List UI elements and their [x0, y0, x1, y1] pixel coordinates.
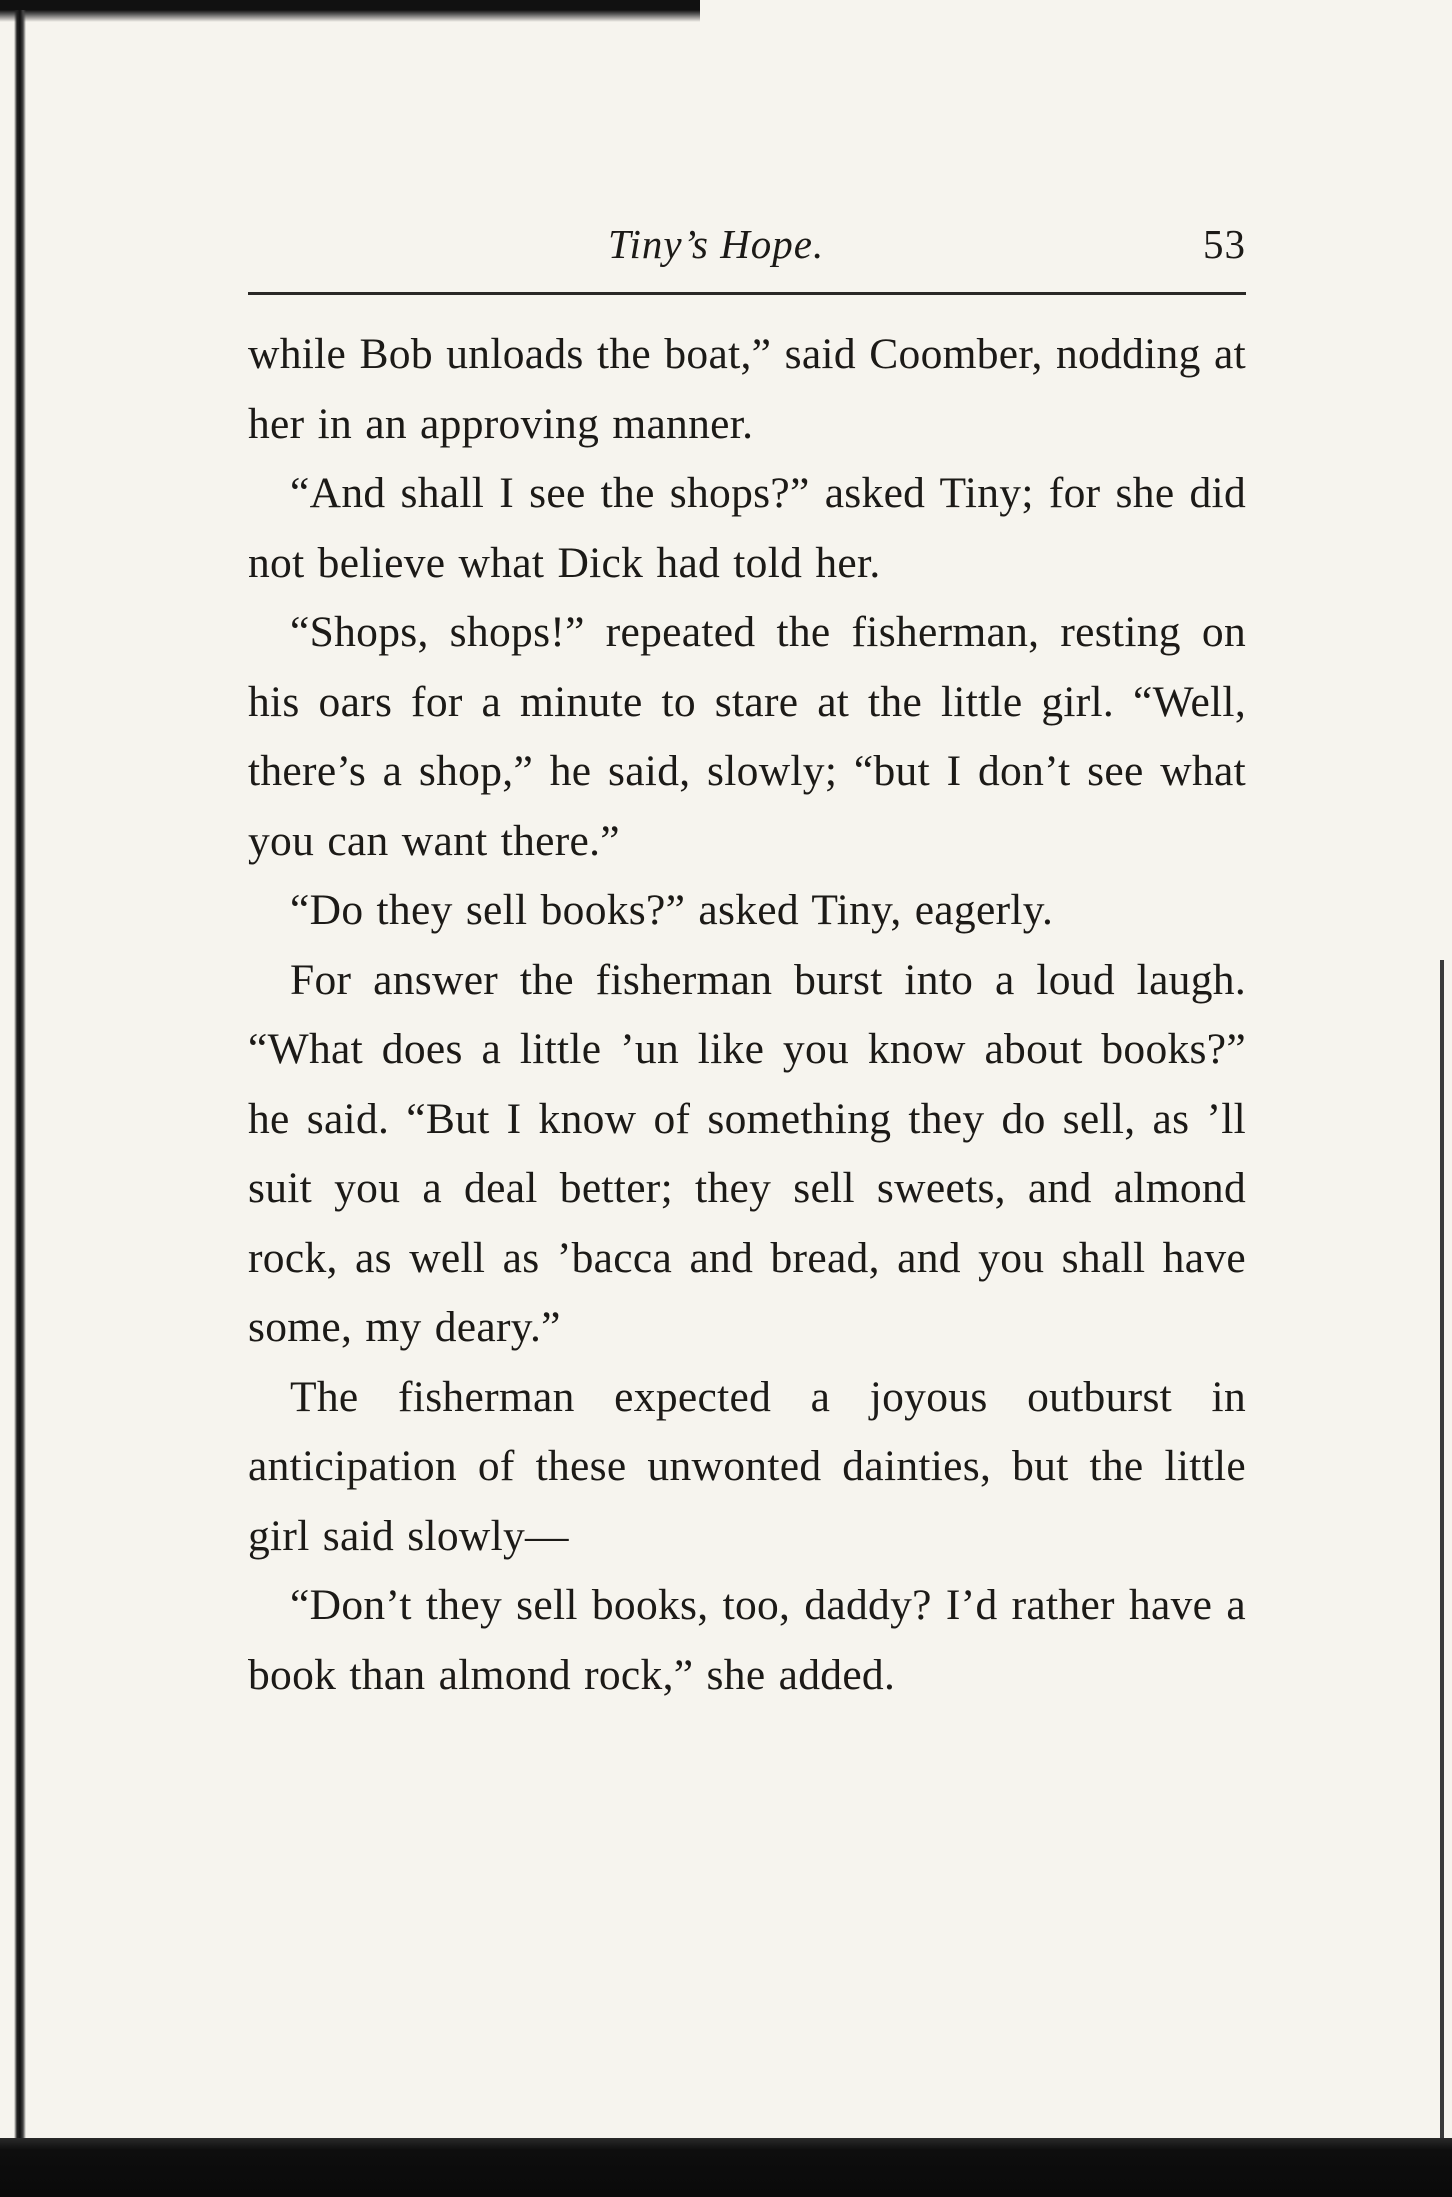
running-title: Tiny’s Hope. [608, 221, 825, 267]
header-rule [248, 292, 1246, 295]
paragraph: while Bob unloads the boat,” said Coomber, nodding at her in an approving manner. [248, 330, 1246, 448]
paragraph: The fisherman expected a joyous outburst in anticipation of these unwonted dainties, but the little girl said slowly— [248, 1372, 1246, 1560]
paragraph: “And shall I see the shops?” asked Tiny; for she did not believe what Dick had told her. [248, 469, 1246, 587]
scan-edge-left [14, 10, 26, 2170]
paragraph: “Do they sell books?” asked Tiny, eagerly. [290, 886, 1054, 934]
scan-edge-right [1440, 960, 1444, 2140]
page-header [248, 220, 1246, 280]
scan-edge-top [0, 0, 700, 22]
paragraph: For answer the fisherman burst into a loud laugh. “What does a little ’un like you know about books?” he said. “But I know of something they do sell, as ’ll suit you a deal better; they sell sweets, and almond rock, as well as ’bacca and bread, and you shall have some, my deary.” [248, 955, 1246, 1351]
paragraph: “Don’t they sell books, too, daddy? I’d rather have a book than almond rock,” she added. [248, 1581, 1246, 1699]
body-text [248, 320, 1246, 1710]
page-number: 53 [1203, 221, 1246, 267]
paragraph: “Shops, shops!” repeated the fisherman, resting on his oars for a minute to stare at the little girl. “Well, there’s a shop,” he said, slowly; “but I don’t see what you can want there.” [248, 608, 1246, 865]
scan-edge-bottom [0, 2138, 1452, 2197]
